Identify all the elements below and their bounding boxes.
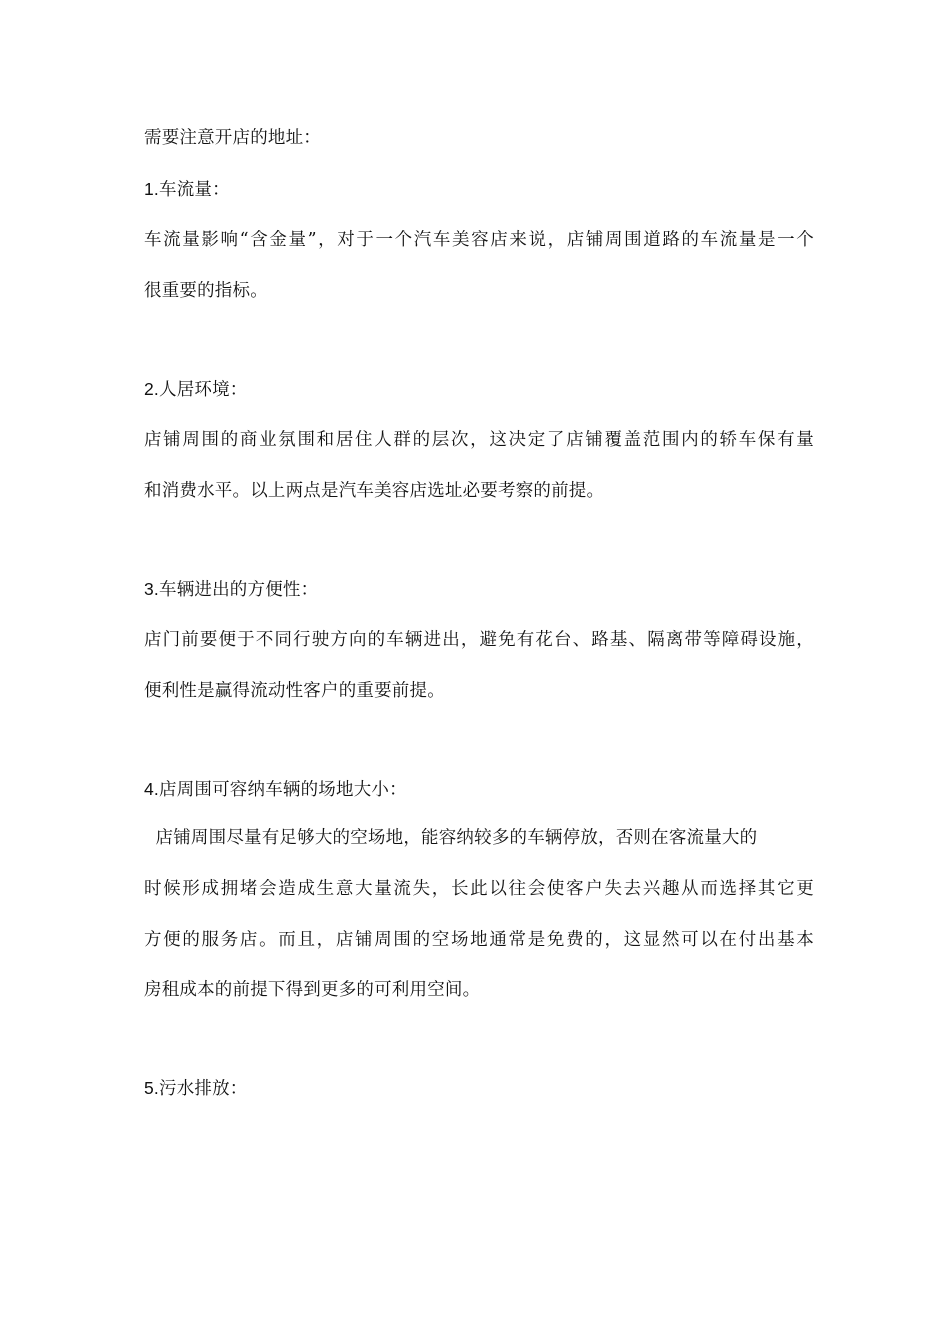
section-2-line-1: 店铺周围的商业氛围和居住人群的层次，这决定了店铺覆盖范围内的轿车保有量	[144, 430, 814, 450]
section-1-line-2: 很重要的指标。	[144, 281, 268, 301]
section-3-heading: 3.车辆进出的方便性：	[144, 579, 319, 599]
section-3-line-2: 便利性是赢得流动性客户的重要前提。	[144, 681, 445, 701]
section-1-line-1: 车流量影响“含金量”，对于一个汽车美容店来说，店铺周围道路的车流量是一个	[144, 230, 814, 250]
section-2-line-2: 和消费水平。以上两点是汽车美容店选址必要考察的前提。	[144, 481, 605, 501]
section-5-heading: 5.污水排放：	[144, 1078, 248, 1098]
section-4-line-4: 房租成本的前提下得到更多的可利用空间。	[144, 980, 481, 1000]
section-4-heading: 4.店周围可容纳车辆的场地大小：	[144, 779, 407, 799]
section-4-line-2: 时候形成拥堵会造成生意大量流失，长此以往会使客户失去兴趣从而选择其它更	[144, 879, 814, 899]
section-4-line-1: 店铺周围尽量有足够大的空场地，能容纳较多的车辆停放，否则在客流量大的	[144, 828, 758, 848]
section-1-heading: 1.车流量：	[144, 179, 230, 199]
section-4-line-3: 方便的服务店。而且，店铺周围的空场地通常是免费的，这显然可以在付出基本	[144, 930, 814, 950]
section-2-heading: 2.人居环境：	[144, 379, 248, 399]
intro-text: 需要注意开店的地址：	[144, 128, 321, 148]
section-3-line-1: 店门前要便于不同行驶方向的车辆进出，避免有花台、路基、隔离带等障碍设施，	[144, 630, 814, 650]
